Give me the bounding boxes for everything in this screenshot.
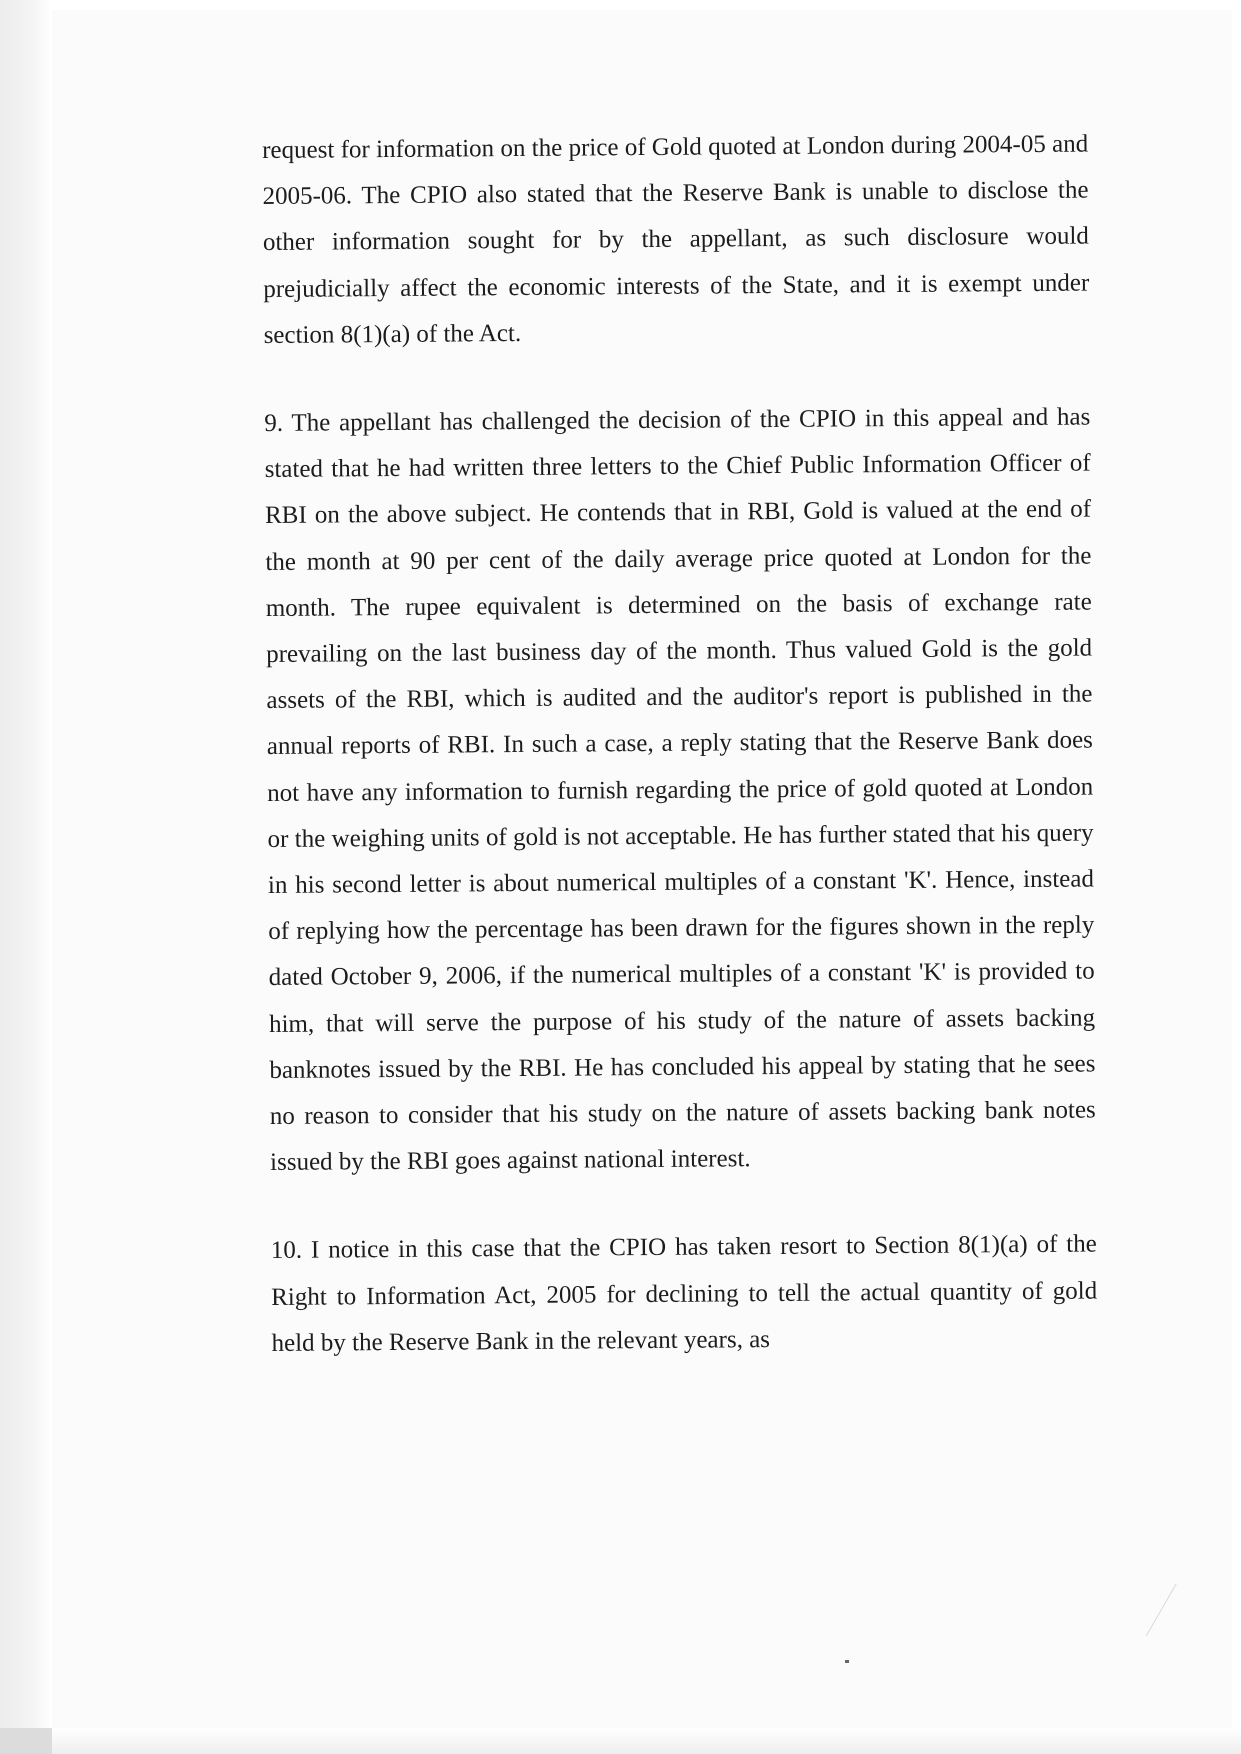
paragraph-9: 9. The appellant has challenged the decision of the CPIO in this appeal and has stated that he had written three letters to the Chief Public Information Officer of RBI on the above subject. He contends that in RBI, Gold is valued at the end of the month at 90 per cent of the daily average price quoted at London for the month. The rupee equivalent is determined on the basis of exchange rate prevailing on the last business day of the month. Thus valued Gold is the gold assets of the RBI, which is audited and the auditor's report is published in the annual reports of RBI. In such a case, a reply stating that the Reserve Bank does not have any information to furnish regarding the price of gold quoted at London or the weighing units of gold is not acceptable. He has further stated that his query in his second letter is about numerical multiples of a constant 'K'. Hence, instead of replying how the percentage has been drawn for the figures shown in the reply dated October 9, 2006, if the numerical multiples of a constant 'K' is provided to him, that will serve the purpose of his study of the nature of assets backing banknotes issued by the RBI. He has concluded his appeal by stating that he sees no reason to consider that his study on the nature of assets backing bank notes issued by the RBI goes against national interest. — [264, 403, 1096, 1177]
scan-speck — [845, 1660, 849, 1663]
paragraph-10: 10. I notice in this case that the CPIO has taken resort to Section 8(1)(a) of the Right to Information Act, 2005 for declining to tell the actual quantity of gold held by the Reserve Bank in the relevant years, as — [270, 1230, 1098, 1357]
scan-corner-shadow — [0, 1728, 52, 1754]
paragraph-continued: request for information on the price of Gold quoted at London during 2004-05 and 2005-06. The CPIO also stated that the Reserve Bank is unable to disclose the other information sought for by the appellant, as such disclosure would prejudicially affect the economic interests of the State, and it is exempt under section 8(1)(a) of the Act. — [262, 130, 1090, 349]
scan-left-edge-shadow — [0, 0, 52, 1754]
document-body — [262, 122, 1098, 1368]
scan-bottom-edge-shadow — [0, 1728, 1241, 1754]
